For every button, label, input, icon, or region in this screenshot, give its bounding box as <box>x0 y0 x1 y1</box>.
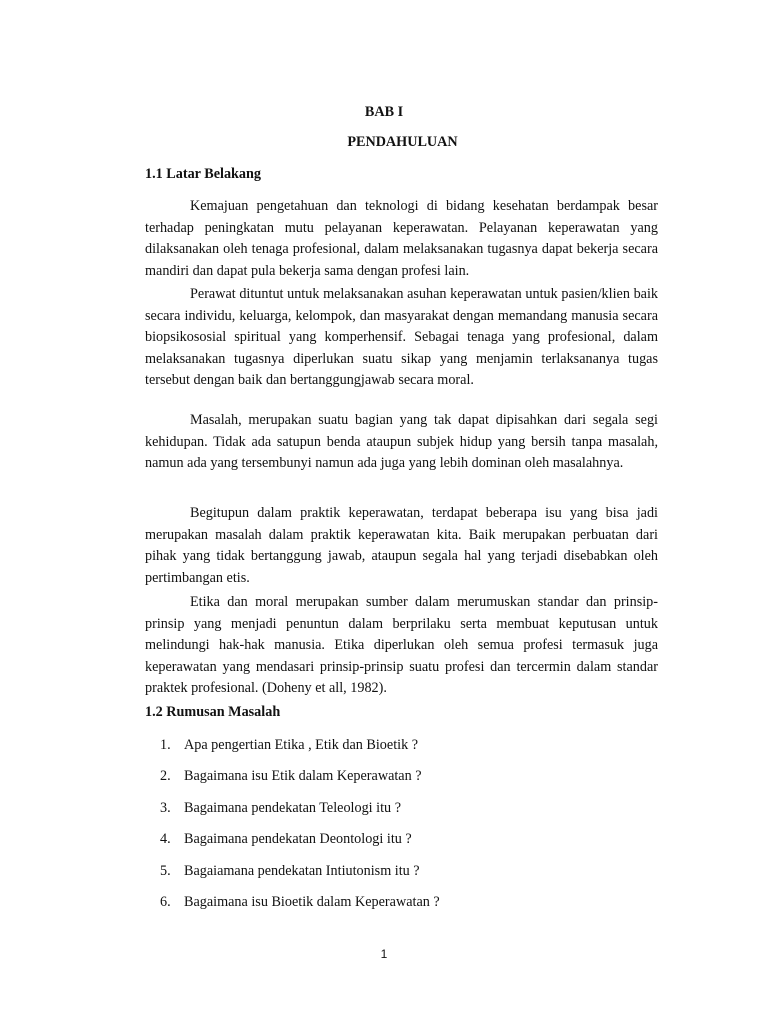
list-number: 3. <box>160 800 171 816</box>
paragraph-text: Etika dan moral merupakan sumber dalam merumuskan standar dan prinsip-prinsip yang menjadi penuntun dalam berprilaku serta membuat keputusan untuk melindungi hak-hak manusia. Etika diperlukan oleh semua profesi termasuk juga keperawatan yang mendasari prinsip-prinsip suatu profesi dan tercermin dalam standar praktek profesional. (Doheny et all, 1982). <box>145 594 658 697</box>
list-number: 2. <box>160 768 171 784</box>
list-item <box>160 893 440 911</box>
section-heading-rumusan-masalah: 1.2 Rumusan Masalah <box>145 704 281 720</box>
list-item <box>160 736 418 754</box>
list-number: 6. <box>160 894 171 910</box>
chapter-label: BAB I <box>364 104 404 120</box>
list-text: Bagaiamana pendekatan Intiutonism itu ? <box>184 863 420 879</box>
list-item <box>160 830 412 848</box>
paragraph <box>145 196 658 282</box>
list-text: Bagaimana isu Etik dalam Keperawatan ? <box>184 768 422 784</box>
paragraph <box>145 284 658 392</box>
list-number: 5. <box>160 863 171 879</box>
page-number: 1 <box>380 947 388 961</box>
paragraph <box>145 503 658 589</box>
list-item <box>160 862 420 880</box>
chapter-title: PENDAHULUAN <box>347 134 458 150</box>
list-text: Apa pengertian Etika , Etik dan Bioetik ? <box>184 737 419 753</box>
list-text: Bagaimana pendekatan Deontologi itu ? <box>184 831 412 847</box>
list-item <box>160 799 401 817</box>
list-text: Bagaimana pendekatan Teleologi itu ? <box>184 800 401 816</box>
list-text: Bagaimana isu Bioetik dalam Keperawatan ? <box>184 894 440 910</box>
paragraph-text: Perawat dituntut untuk melaksanakan asuhan keperawatan untuk pasien/klien baik secara individu, keluarga, kelompok, dan masyarakat dengan memandang manusia secara biopsikososial spiritual yang komperhensif. Sebagai tenaga yang profesional, dalam melaksanakan tugasnya diperlukan suatu sikap yang menjamin terlaksananya tugas tersebut dengan baik dan bertanggungjawab secara moral. <box>145 286 658 389</box>
paragraph-text: Kemajuan pengetahuan dan teknologi di bidang kesehatan berdampak besar terhadap peningkatan mutu pelayanan keperawatan. Pelayanan keperawatan yang dilaksanakan oleh tenaga profesional, dalam melaksanakan tugasnya dapat bekerja secara mandiri dan dapat pula bekerja sama dengan profesi lain. <box>145 198 658 279</box>
paragraph-text: Begitupun dalam praktik keperawatan, terdapat beberapa isu yang bisa jadi merupakan masalah dalam praktik keperawatan kita. Baik merupakan perbuatan dari pihak yang tidak bertanggung jawab, ataupun segala hal yang terjadi disebabkan oleh pertimbangan etis. <box>145 505 658 586</box>
section-heading-latar-belakang: 1.1 Latar Belakang <box>145 166 262 182</box>
paragraph-text: Masalah, merupakan suatu bagian yang tak dapat dipisahkan dari segala segi kehidupan. Tidak ada satupun benda ataupun subjek hidup yang bersih tanpa masalah, namun ada yang tersembunyi namun ada juga yang lebih dominan oleh masalahnya. <box>145 412 658 472</box>
list-number: 1. <box>160 737 171 753</box>
list-item <box>160 767 422 785</box>
paragraph <box>145 592 658 700</box>
list-number: 4. <box>160 831 171 847</box>
paragraph <box>145 410 658 475</box>
